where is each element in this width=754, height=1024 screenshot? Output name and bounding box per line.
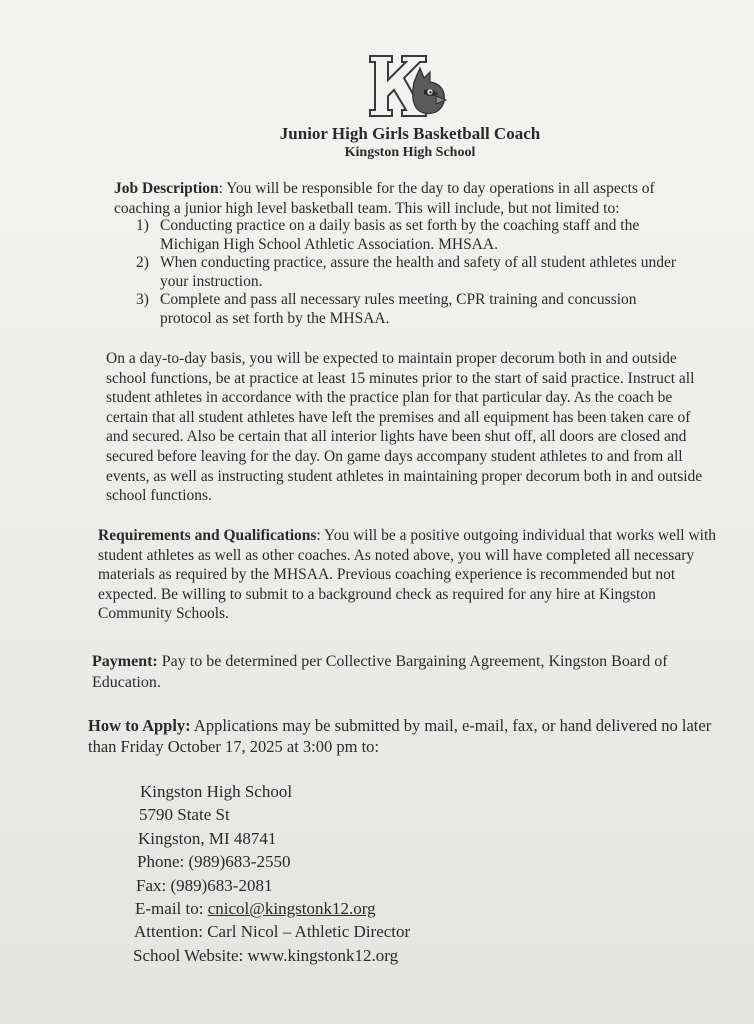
contact-email-link[interactable]: cnicol@kingstonk12.org	[207, 899, 376, 919]
cardinal-k-logo-icon	[366, 54, 448, 120]
payment-label: Payment:	[92, 653, 158, 670]
daily-expectations-paragraph: On a day-to-day basis, you will be expected to maintain proper decorum both in and outside school functions, be at practice at least 15 minutes prior to the start of said practice. Instruct all student athletes in accordance with the practice plan for that particular day. As the coach be certain that all student athletes have left the premises and all equipment has been taken care of and secured. Also be certain that all interior lights have been shut off, all doors are closed and secured before leaving for the day. On game days accompany student athletes to and from all events, as well as instructing student athletes in maintaining proper decorum both in and outside school functions.	[106, 350, 703, 505]
how-to-apply-label: How to Apply:	[88, 716, 191, 735]
how-to-apply-text: Applications may be submitted by mail, e-mail, fax, or hand delivered no later than Friday October 17, 2025 at 3:00 pm to:	[88, 716, 712, 756]
requirements-paragraph	[98, 526, 720, 624]
requirements-label: Requirements and Qualifications	[98, 527, 317, 544]
job-description-text: : You will be responsible for the day to day operations in all aspects of coaching a junior high level basketball team. This will include, but not limited to:	[114, 180, 655, 217]
job-description-label: Job Description	[114, 180, 219, 197]
school-name: Kingston High School	[344, 145, 476, 160]
job-description-intro	[114, 179, 696, 218]
list-item	[112, 217, 682, 254]
list-item-number: 3)	[136, 291, 149, 308]
contact-city: Kingston, MI 48741	[138, 828, 277, 848]
contact-email-label: E-mail to:	[135, 899, 208, 919]
list-item-text: Complete and pass all necessary rules meeting, CPR training and concussion protocol as set forth by the MHSAA.	[160, 291, 637, 327]
duties-list	[112, 217, 682, 328]
how-to-apply-paragraph	[88, 715, 736, 757]
contact-phone: Phone: (989)683-2550	[137, 852, 291, 872]
contact-street: 5790 State St	[139, 805, 230, 825]
contact-school: Kingston High School	[140, 782, 293, 801]
requirements-text: : You will be a positive outgoing individual that works well with student athletes as well as other coaches. As noted above, you will have completed all necessary materials as required by the MHSAA. Previous coaching experience is recommended but not expected. Be willing to submit to a background check as required for any hire at Kingston Community Schools.	[98, 527, 716, 623]
payment-text: Pay to be determined per Collective Bargaining Agreement, Kingston Board of Education.	[92, 653, 668, 691]
list-item	[112, 291, 682, 328]
contact-email-line	[135, 897, 410, 920]
contact-attention: Attention: Carl Nicol – Athletic Director	[134, 922, 411, 942]
list-item-text: Conducting practice on a daily basis as set forth by the coaching staff and the Michigan High School Athletic Association. MHSAA.	[160, 217, 640, 253]
contact-address-block	[133, 780, 411, 967]
payment-paragraph	[92, 651, 722, 693]
contact-fax: Fax: (989)683-2081	[136, 875, 273, 895]
list-item-number: 1)	[136, 217, 149, 234]
list-item-text: When conducting practice, assure the health and safety of all student athletes under your instruction.	[160, 254, 677, 290]
page-title: Junior High Girls Basketball Coach	[279, 124, 541, 143]
contact-website: School Website: www.kingstonk12.org	[133, 945, 399, 965]
list-item-number: 2)	[136, 254, 149, 271]
list-item	[112, 254, 682, 291]
